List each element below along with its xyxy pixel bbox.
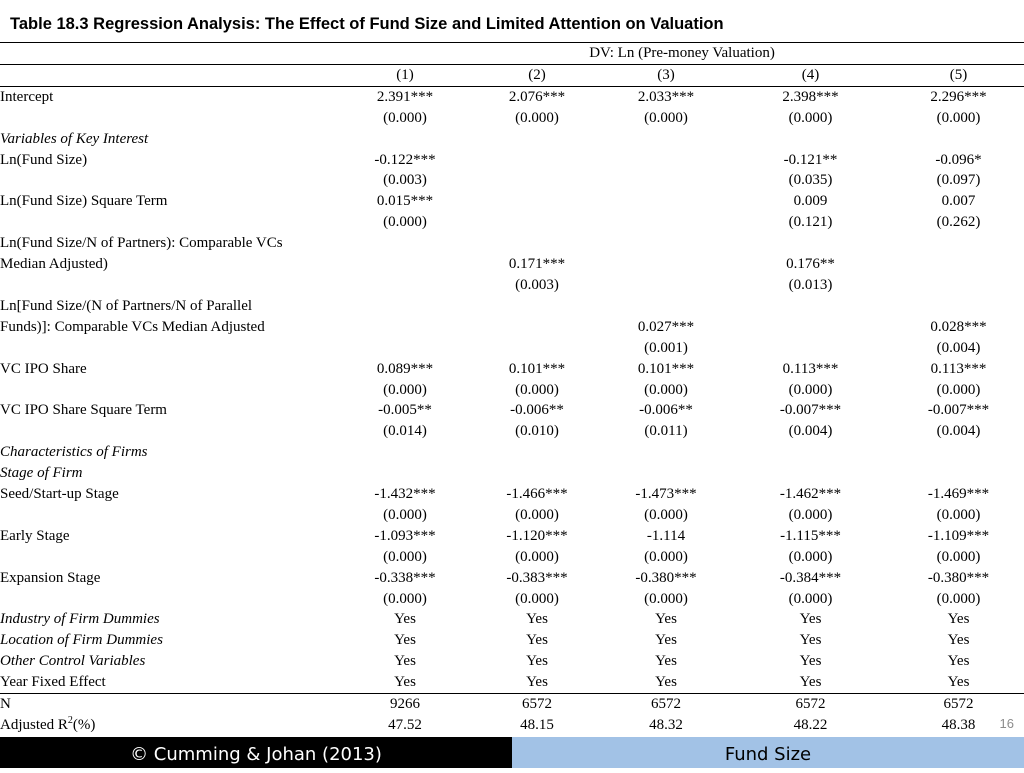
table-row — [0, 421, 1024, 442]
table-cell: Yes — [799, 653, 822, 670]
table-cell: 0.009 — [793, 193, 828, 210]
table-cell: (0.000) — [644, 381, 688, 398]
column-header: (3) — [604, 64, 728, 86]
table-row — [0, 108, 1024, 129]
table-cell: (0.262) — [936, 214, 981, 231]
column-header: (1) — [340, 64, 470, 86]
table-cell: 0.101*** — [508, 360, 566, 377]
table-row — [0, 505, 1024, 526]
table-cell: (0.035) — [788, 172, 833, 189]
row-label — [0, 589, 340, 610]
table-cell: -1.115*** — [780, 527, 841, 544]
row-label — [0, 108, 340, 129]
row-label — [0, 170, 340, 191]
table-cell — [604, 191, 728, 212]
table-cell — [728, 463, 893, 484]
table-cell: (0.000) — [515, 548, 559, 565]
table-cell — [893, 233, 1024, 254]
table-cell: (0.000) — [936, 109, 981, 126]
table-cell: (0.011) — [644, 423, 688, 440]
table-cell: 0.171*** — [508, 256, 566, 273]
table-row — [0, 212, 1024, 233]
table-row — [0, 400, 1024, 421]
table-cell — [604, 442, 728, 463]
dv-label: DV: Ln (Pre-money Valuation) — [340, 43, 1024, 65]
table-cell: (0.000) — [936, 381, 981, 398]
table-cell — [893, 275, 1024, 296]
table-cell — [893, 254, 1024, 275]
table-row — [0, 338, 1024, 359]
table-cell: (0.097) — [936, 172, 981, 189]
row-label: Characteristics of Firms — [0, 444, 148, 461]
table-cell: (0.000) — [644, 590, 688, 607]
table-cell: Yes — [655, 674, 677, 691]
table-cell — [470, 338, 604, 359]
table-cell: 2.296*** — [930, 88, 987, 105]
table-cell: 48.15 — [520, 717, 554, 733]
row-label: Early Stage — [0, 527, 70, 544]
table-row — [0, 630, 1024, 651]
table-cell: 48.32 — [649, 717, 683, 733]
table-cell: (0.000) — [515, 381, 559, 398]
table-cell: (0.000) — [788, 109, 833, 126]
table-cell: -1.466*** — [506, 486, 568, 503]
table-cell: 0.089*** — [376, 360, 434, 377]
row-label: Ln(Fund Size) Square Term — [0, 193, 168, 210]
table-cell — [340, 296, 470, 317]
row-label: VC IPO Share — [0, 360, 87, 377]
table-cell: -1.469*** — [927, 486, 990, 503]
column-header: (5) — [893, 64, 1024, 86]
table-cell: (0.000) — [515, 109, 559, 126]
table-cell: -1.462*** — [779, 486, 842, 503]
table-cell: (0.000) — [788, 506, 833, 523]
table-cell — [340, 338, 470, 359]
table-cell — [340, 463, 470, 484]
table-cell: (0.001) — [644, 339, 688, 356]
table-cell: (0.000) — [788, 590, 833, 607]
table-cell — [893, 442, 1024, 463]
table-row — [0, 442, 1024, 463]
table-cell: 6572 — [470, 694, 604, 715]
table-cell — [893, 463, 1024, 484]
table-cell: (0.000) — [936, 506, 981, 523]
table-cell: -0.380*** — [927, 569, 990, 586]
table-cell: -1.093*** — [374, 527, 436, 544]
table-cell: (0.000) — [644, 109, 688, 126]
row-label — [0, 421, 340, 442]
row-label — [0, 715, 340, 736]
table-cell: 48.22 — [793, 717, 828, 733]
table-cell: (0.000) — [383, 214, 427, 231]
table-cell — [604, 129, 728, 150]
table-cell — [604, 254, 728, 275]
row-label: Variables of Key Interest — [0, 130, 149, 147]
row-label: Industry of Firm Dummies — [0, 611, 160, 628]
row-label: Ln[Fund Size/(N of Partners/N of Parallel — [0, 297, 253, 314]
table-row — [0, 463, 1024, 484]
table-cell: Yes — [655, 611, 677, 628]
table-row — [0, 547, 1024, 568]
table-cell: (0.000) — [936, 590, 981, 607]
table-cell — [604, 275, 728, 296]
table-cell — [728, 296, 893, 317]
table-cell: Yes — [799, 611, 822, 628]
table-row — [0, 86, 1024, 107]
table-cell: Yes — [655, 632, 677, 649]
table-cell: Yes — [655, 653, 677, 670]
table-cell: -1.114 — [646, 527, 686, 544]
table-cell — [604, 296, 728, 317]
table-cell: (0.004) — [788, 423, 833, 440]
table-row — [0, 233, 1024, 254]
table-cell: 0.028*** — [930, 318, 987, 335]
table-cell: -0.007*** — [779, 402, 842, 419]
table-cell: (0.000) — [788, 381, 833, 398]
table-cell: (0.000) — [383, 548, 427, 565]
table-cell: 47.52 — [388, 717, 422, 733]
table-cell — [893, 129, 1024, 150]
table-cell: (0.004) — [936, 423, 981, 440]
row-label: Stage of Firm — [0, 465, 83, 482]
table-cell — [728, 129, 893, 150]
table-cell: 2.391*** — [376, 88, 434, 105]
table-cell: -1.109*** — [927, 527, 990, 544]
regression-table — [0, 42, 1024, 736]
table-cell: 0.176** — [786, 256, 835, 273]
row-label — [0, 547, 340, 568]
table-cell: -0.121** — [783, 151, 838, 168]
table-cell: Yes — [394, 653, 416, 670]
table-cell: 2.033*** — [637, 88, 695, 105]
table-cell: 0.027*** — [637, 318, 695, 335]
table-cell — [604, 233, 728, 254]
table-cell — [470, 212, 604, 233]
row-label: Ln(Fund Size) — [0, 151, 88, 168]
table-row — [0, 589, 1024, 610]
table-row — [0, 150, 1024, 171]
table-cell: 6572 — [604, 694, 728, 715]
table-row — [0, 568, 1024, 589]
row-label: Year Fixed Effect — [0, 674, 106, 691]
table-cell: (0.121) — [788, 214, 833, 231]
table-row — [0, 296, 1024, 317]
table-cell: (0.000) — [383, 590, 427, 607]
table-row — [0, 170, 1024, 191]
table-cell: -0.384*** — [779, 569, 842, 586]
table-row — [0, 672, 1024, 693]
table-cell: Yes — [526, 632, 548, 649]
table-cell: -0.380*** — [635, 569, 697, 586]
table-cell — [604, 463, 728, 484]
table-cell: -0.006** — [510, 402, 564, 419]
table-cell: -0.007*** — [927, 402, 990, 419]
row-label: Funds)]: Comparable VCs Median Adjusted — [0, 318, 265, 335]
table-row — [0, 317, 1024, 338]
table-cell — [728, 233, 893, 254]
table-cell: -1.432*** — [374, 486, 436, 503]
table-title: Table 18.3 Regression Analysis: The Effect of Fund Size and Limited Attention on Valuation — [10, 15, 724, 33]
table-row — [0, 254, 1024, 275]
row-label: Median Adjusted) — [0, 256, 108, 273]
table-cell — [340, 254, 470, 275]
table-cell: Yes — [526, 653, 548, 670]
dv-header-row — [0, 43, 1024, 65]
table-cell — [470, 129, 604, 150]
footer-section-label: Fund Size — [512, 737, 1024, 768]
table-cell: -0.338*** — [374, 569, 436, 586]
table-cell: (0.003) — [515, 276, 559, 293]
table-cell: Yes — [526, 674, 548, 691]
table-cell: Yes — [947, 632, 970, 649]
table-cell: -0.005** — [378, 402, 432, 419]
table-cell: Yes — [799, 674, 822, 691]
table-cell: 0.101*** — [637, 360, 695, 377]
row-label: VC IPO Share Square Term — [0, 402, 167, 419]
row-label — [0, 380, 340, 401]
table-cell: (0.000) — [383, 506, 427, 523]
row-label: Ln(Fund Size/N of Partners): Comparable VCs — [0, 235, 283, 252]
table-cell: Yes — [526, 611, 548, 628]
table-cell — [470, 233, 604, 254]
table-cell: Yes — [394, 674, 416, 691]
table-cell: 6572 — [728, 694, 893, 715]
table-cell: -0.122*** — [374, 151, 436, 168]
table-cell: (0.000) — [383, 109, 427, 126]
column-header-row — [0, 64, 1024, 86]
row-label: Seed/Start-up Stage — [0, 486, 119, 503]
table-cell: (0.003) — [383, 172, 427, 189]
table-cell: 6572 — [893, 694, 1024, 715]
table-cell: Yes — [394, 611, 416, 628]
table-cell: Yes — [947, 653, 970, 670]
table-cell: (0.000) — [936, 548, 981, 565]
adjusted-r2-row — [0, 715, 1024, 736]
row-label — [0, 212, 340, 233]
r2-label-prefix: Adjusted R — [0, 717, 68, 733]
row-label — [0, 505, 340, 526]
table-row — [0, 191, 1024, 212]
table-cell: 2.076*** — [508, 88, 566, 105]
table-cell — [470, 317, 604, 338]
table-cell: Yes — [947, 674, 970, 691]
table-cell: -0.096* — [935, 151, 982, 168]
table-cell: (0.004) — [936, 339, 981, 356]
table-cell — [470, 170, 604, 191]
table-cell — [340, 317, 470, 338]
table-cell: (0.000) — [383, 381, 427, 398]
table-cell: (0.000) — [644, 506, 688, 523]
table-cell: (0.000) — [515, 506, 559, 523]
table-cell: 9266 — [340, 694, 470, 715]
table-row — [0, 526, 1024, 547]
table-cell: -1.473*** — [635, 486, 697, 503]
table-row — [0, 484, 1024, 505]
table-cell — [893, 296, 1024, 317]
row-label — [0, 275, 340, 296]
table-row — [0, 129, 1024, 150]
table-cell: 0.015*** — [376, 193, 434, 210]
table-cell: (0.000) — [515, 590, 559, 607]
table-cell: Yes — [947, 611, 970, 628]
row-label: Intercept — [0, 88, 54, 105]
table-row — [0, 275, 1024, 296]
table-cell — [470, 463, 604, 484]
table-cell: 0.007 — [941, 193, 976, 210]
table-row — [0, 651, 1024, 672]
row-label: Location of Firm Dummies — [0, 632, 163, 649]
table-cell: 0.113*** — [930, 360, 987, 377]
table-cell — [470, 442, 604, 463]
table-cell — [604, 150, 728, 171]
table-cell: 48.38 — [941, 717, 976, 733]
table-cell — [728, 442, 893, 463]
table-cell — [340, 233, 470, 254]
table-cell: (0.000) — [788, 548, 833, 565]
table-cell: -0.006** — [639, 402, 693, 419]
column-header: (4) — [728, 64, 893, 86]
table-cell: (0.000) — [644, 548, 688, 565]
table-row — [0, 359, 1024, 380]
table-cell — [340, 129, 470, 150]
table-cell: -0.383*** — [506, 569, 568, 586]
table-cell: Yes — [394, 632, 416, 649]
table-cell — [728, 338, 893, 359]
table-cell: Yes — [799, 632, 822, 649]
table-cell — [604, 212, 728, 233]
r2-label-suffix: (%) — [72, 717, 96, 733]
page-number: 16 — [999, 716, 1014, 731]
table-cell — [470, 191, 604, 212]
row-label: N — [0, 694, 340, 715]
table-cell — [340, 442, 470, 463]
table-cell — [728, 317, 893, 338]
table-cell — [470, 296, 604, 317]
row-label: Expansion Stage — [0, 569, 101, 586]
table-row — [0, 609, 1024, 630]
row-label: Other Control Variables — [0, 653, 146, 670]
r2-label-superscript: 2 — [67, 715, 73, 726]
table-row — [0, 380, 1024, 401]
table-cell: (0.010) — [515, 423, 559, 440]
table-cell: 2.398*** — [782, 88, 839, 105]
n-row — [0, 694, 1024, 715]
table-cell: -1.120*** — [506, 527, 568, 544]
row-label — [0, 338, 340, 359]
table-cell — [340, 275, 470, 296]
column-header: (2) — [470, 64, 604, 86]
table-cell: (0.014) — [383, 423, 427, 440]
table-cell: (0.013) — [788, 276, 833, 293]
table-cell — [604, 170, 728, 191]
table-cell: 0.113*** — [782, 360, 839, 377]
table-cell — [470, 150, 604, 171]
footer-citation: © Cumming & Johan (2013) — [0, 737, 512, 768]
